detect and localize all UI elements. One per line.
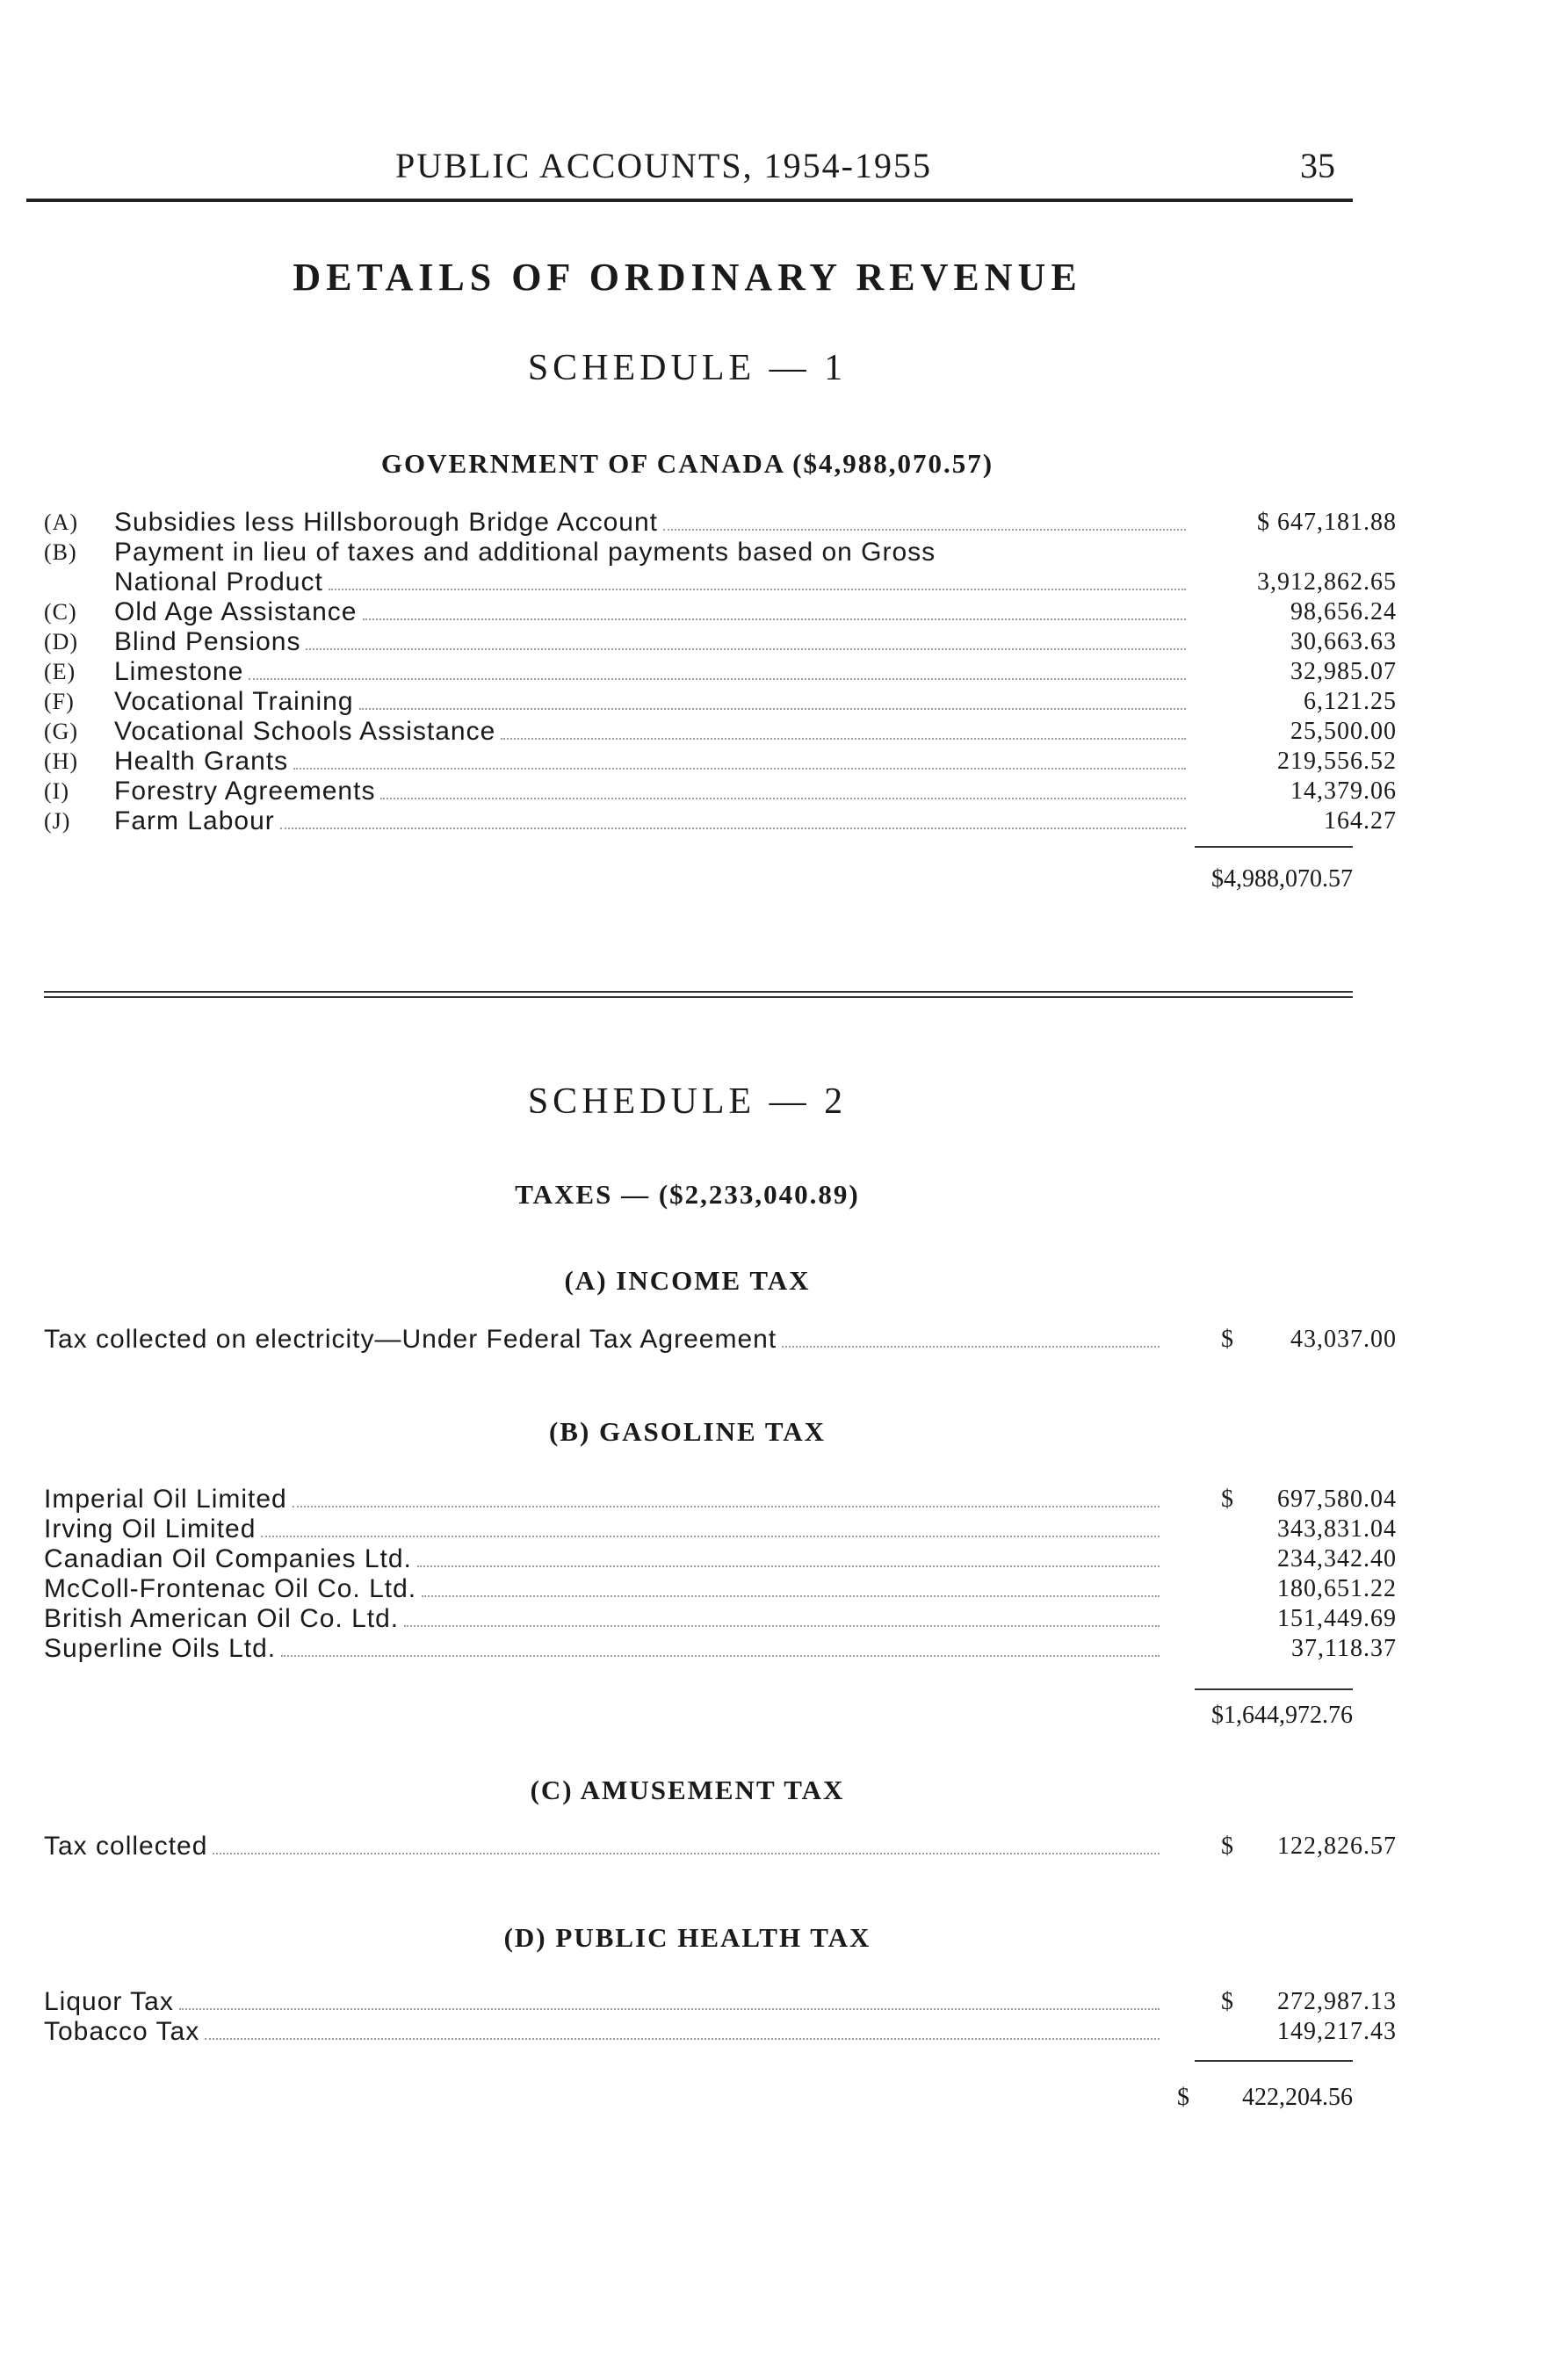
list-item <box>44 777 1397 806</box>
public-health-total: 422,204.56 <box>1242 2084 1353 2111</box>
section-separator <box>44 991 1353 993</box>
row-desc-text: Limestone <box>114 657 244 686</box>
list-item <box>44 1604 1397 1634</box>
gasoline-sum-rule <box>1195 1688 1353 1690</box>
item-letter: (B) <box>44 539 77 565</box>
row-amount: 151,449.69 <box>1277 1605 1397 1632</box>
amusement-tax-row <box>44 1832 1397 1862</box>
schedule-2-heading: SCHEDULE — 2 <box>527 1081 848 1122</box>
list-item <box>44 597 1397 627</box>
row-desc-text: Liquor Tax <box>44 1987 174 2016</box>
leader-dots <box>281 1655 1160 1657</box>
row-desc-text: Blind Pensions <box>114 627 301 656</box>
row-desc-text: Superline Oils Ltd. <box>44 1634 277 1663</box>
row-desc-text: Subsidies less Hillsborough Bridge Account <box>114 508 658 537</box>
currency-sign: $ <box>1221 1833 1234 1860</box>
row-desc <box>114 777 1186 806</box>
row-desc <box>114 627 1186 657</box>
page-title: DETAILS OF ORDINARY REVENUE <box>293 256 1082 299</box>
currency-sign: $ <box>1221 1486 1234 1513</box>
row-amount: 219,556.52 <box>1277 748 1397 775</box>
list-item <box>44 806 1397 836</box>
currency-sign: $ <box>1221 1326 1234 1353</box>
row-desc-text: Old Age Assistance <box>114 597 358 626</box>
item-letter: (H) <box>44 748 79 774</box>
row-amount: 234,342.40 <box>1277 1545 1397 1572</box>
list-item <box>44 1574 1397 1604</box>
row-amount: 14,379.06 <box>1290 777 1397 805</box>
header-rule <box>26 199 1353 202</box>
row-desc-text: Tobacco Tax <box>44 2017 200 2046</box>
public-health-tax-heading: (D) PUBLIC HEALTH TAX <box>503 1922 871 1953</box>
row-amount: 3,912,862.65 <box>1257 568 1397 596</box>
row-amount: 98,656.24 <box>1290 598 1397 625</box>
row-desc-text: Canadian Oil Companies Ltd. <box>44 1544 412 1573</box>
income-tax-heading: (A) INCOME TAX <box>564 1265 811 1296</box>
leader-dots <box>249 678 1186 680</box>
row-desc-text: McColl-Frontenac Oil Co. Ltd. <box>44 1574 417 1603</box>
row-desc <box>44 1544 1160 1574</box>
row-desc <box>44 1987 1160 2017</box>
row-desc <box>114 747 1186 777</box>
leader-dots <box>404 1625 1160 1627</box>
item-letter: (J) <box>44 808 71 834</box>
leader-dots <box>663 529 1186 531</box>
leader-dots <box>179 2008 1160 2010</box>
row-desc <box>44 1634 1160 1664</box>
row-desc <box>114 806 1186 836</box>
public-health-sum-rule <box>1195 2060 1353 2062</box>
schedule-1-heading: SCHEDULE — 1 <box>527 348 848 388</box>
leader-dots <box>329 589 1186 590</box>
row-desc <box>114 687 1186 717</box>
row-desc <box>114 657 1186 687</box>
item-letter: (E) <box>44 659 76 684</box>
row-desc: Tax collected on electricity—Under Federal Tax Agreement <box>44 1325 777 1354</box>
row-desc <box>44 2017 1160 2047</box>
row-desc: Tax collected <box>44 1832 208 1861</box>
row-desc-text: Farm Labour <box>114 806 275 835</box>
list-item <box>44 508 1397 538</box>
row-amount: 149,217.43 <box>1277 2018 1397 2045</box>
row-amount: 180,651.22 <box>1277 1575 1397 1602</box>
schedule-1-subheading: GOVERNMENT OF CANADA ($4,988,070.57) <box>380 448 994 479</box>
income-tax-row <box>44 1325 1397 1355</box>
list-item <box>44 1634 1397 1664</box>
row-desc-text: Imperial Oil Limited <box>44 1485 287 1514</box>
list-item <box>44 1515 1397 1544</box>
row-amount: 272,987.13 <box>1277 1988 1397 2015</box>
row-amount: $ 647,181.88 <box>1257 509 1397 536</box>
list-item <box>44 1485 1397 1515</box>
row-desc-text: British American Oil Co. Ltd. <box>44 1604 400 1633</box>
row-desc-text: Payment in lieu of taxes and additional payments based on Gross <box>114 538 936 567</box>
leader-dots <box>422 1595 1160 1597</box>
row-amount: 30,663.63 <box>1290 628 1397 655</box>
leader-dots <box>306 648 1186 650</box>
running-head: PUBLIC ACCOUNTS, 1954-1955 <box>395 146 932 185</box>
row-desc-text: Vocational Schools Assistance <box>114 717 496 746</box>
leader-dots <box>205 2038 1160 2040</box>
row-desc <box>44 1604 1160 1634</box>
row-desc-text: Health Grants <box>114 747 289 776</box>
leader-dots <box>293 1506 1160 1507</box>
row-desc <box>114 597 1186 627</box>
page-number: 35 <box>1300 146 1335 185</box>
item-letter: (G) <box>44 719 79 744</box>
list-item-continuation <box>44 568 1397 597</box>
row-desc <box>44 1574 1160 1604</box>
list-item <box>44 1544 1397 1574</box>
row-desc-text: Irving Oil Limited <box>44 1515 257 1543</box>
leader-dots <box>280 828 1186 829</box>
item-letter: (A) <box>44 510 79 535</box>
row-desc <box>114 538 941 568</box>
row-amount: 343,831.04 <box>1277 1515 1397 1543</box>
amusement-tax-heading: (C) AMUSEMENT TAX <box>530 1775 845 1805</box>
section-separator <box>44 996 1353 998</box>
leader-dots <box>417 1565 1160 1567</box>
row-amount: 122,826.57 <box>1277 1833 1397 1860</box>
item-letter: (F) <box>44 689 75 714</box>
gasoline-total: $1,644,972.76 <box>1211 1702 1353 1729</box>
leader-dots <box>359 708 1186 710</box>
gasoline-tax-heading: (B) GASOLINE TAX <box>548 1416 827 1447</box>
row-desc <box>114 717 1186 747</box>
currency-sign: $ <box>1221 1988 1234 2015</box>
leader-dots <box>261 1536 1160 1537</box>
list-item <box>44 687 1397 717</box>
row-amount: 37,118.37 <box>1291 1635 1397 1662</box>
leader-dots <box>380 798 1186 799</box>
leader-dots <box>293 768 1186 770</box>
list-item <box>44 538 1353 568</box>
item-letter: (C) <box>44 599 77 625</box>
item-letter: (I) <box>44 778 69 804</box>
row-desc-text: Vocational Training <box>114 687 354 716</box>
list-item <box>44 657 1397 687</box>
list-item <box>44 2017 1397 2047</box>
currency-sign: $ <box>1177 2084 1189 2111</box>
row-desc-text: National Product <box>114 568 323 596</box>
list-item <box>44 1987 1397 2017</box>
row-desc <box>114 568 1186 597</box>
row-desc-text: Forestry Agreements <box>114 777 376 806</box>
row-amount: 6,121.25 <box>1304 688 1397 715</box>
row-desc <box>114 508 1186 538</box>
list-item <box>44 747 1397 777</box>
leader-dots <box>363 618 1187 620</box>
schedule-2-subheading: TAXES — ($2,233,040.89) <box>515 1179 860 1210</box>
schedule-1-sum-rule <box>1195 846 1353 848</box>
item-letter: (D) <box>44 629 79 654</box>
row-desc <box>44 1515 1160 1544</box>
row-amount: 25,500.00 <box>1290 718 1397 745</box>
row-desc <box>44 1485 1160 1515</box>
list-item <box>44 717 1397 747</box>
list-item <box>44 627 1397 657</box>
row-amount: 164.27 <box>1324 807 1397 835</box>
schedule-1-total: $4,988,070.57 <box>1211 865 1353 893</box>
row-amount: 697,580.04 <box>1277 1486 1397 1513</box>
leader-dots <box>501 738 1186 740</box>
row-amount: 32,985.07 <box>1290 658 1397 685</box>
row-amount: 43,037.00 <box>1290 1326 1397 1353</box>
